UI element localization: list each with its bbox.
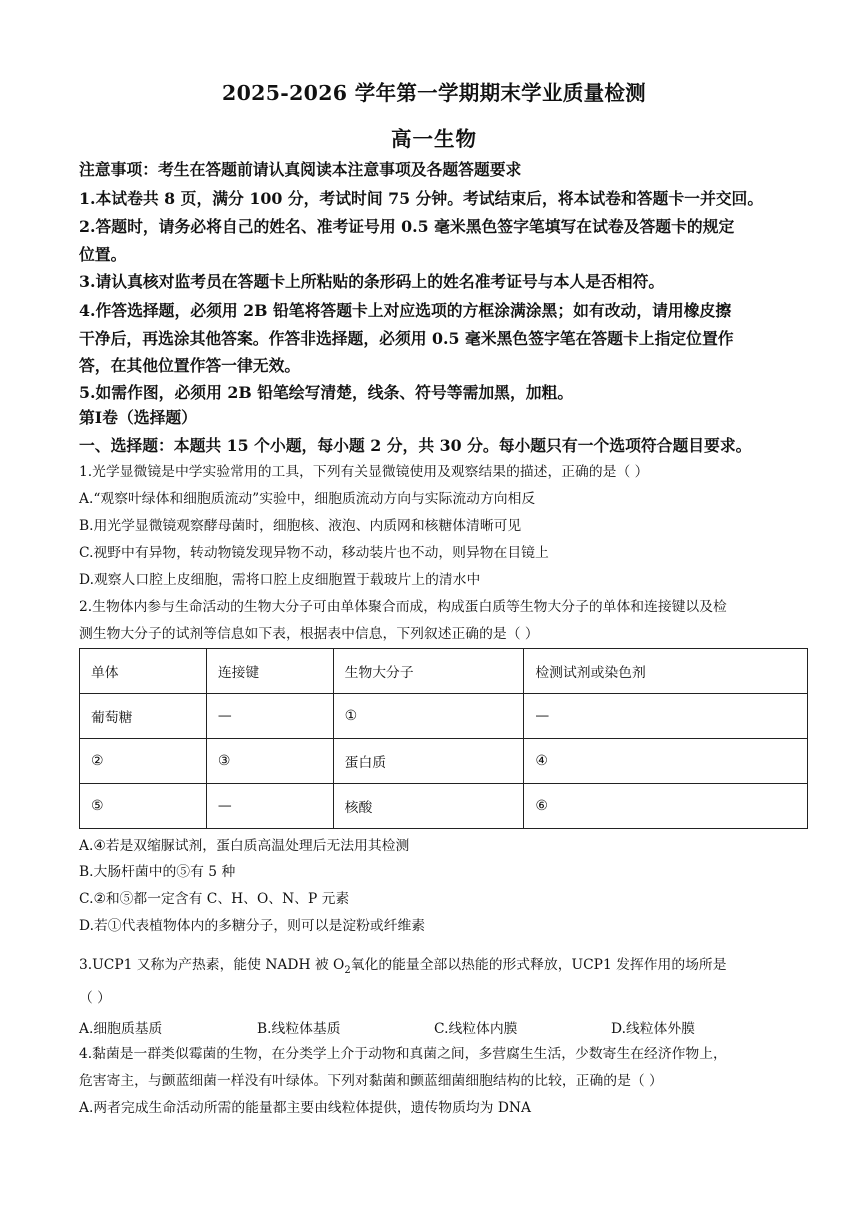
- q1-option-d: D.观察人口腔上皮细胞，需将口腔上皮细胞置于载玻片上的清水中: [79, 572, 481, 588]
- q2-option-b: B.大肠杆菌中的⑤有 5 种: [79, 864, 236, 880]
- table-cell: ③: [206, 739, 333, 784]
- q3-stem: [79, 955, 727, 981]
- notice-item-3: 3.请认真核对监考员在答题卡上所粘贴的条形码上的姓名准考证号与本人是否相符。: [79, 272, 665, 291]
- q2-option-c: C.②和⑤都一定含有 C、H、O、N、P 元素: [79, 891, 350, 907]
- q4-stem-2: 危害寄主，与颤蓝细菌一样没有叶绿体。下列对黏菌和颤蓝细菌细胞结构的比较，正确的是（ ）: [79, 1073, 663, 1089]
- table-row: [80, 784, 808, 829]
- table-header-cell: 连接键: [206, 649, 333, 694]
- q1-option-a: A.“观察叶绿体和细胞质流动”实验中，细胞质流动方向与实际流动方向相反: [79, 491, 536, 507]
- table-cell: 葡萄糖: [80, 694, 207, 739]
- q3-option-d: D.线粒体外膜: [611, 1021, 695, 1037]
- notice-item-1: 1.本试卷共 8 页，满分 100 分，考试时间 75 分钟。考试结束后，将本试卷和答题卡一并交回。: [79, 189, 764, 208]
- section-heading: 一、选择题：本题共 15 个小题，每小题 2 分，共 30 分。每小题只有一个选项符合题目要求。: [79, 436, 752, 455]
- q1-option-b: B.用光学显微镜观察酵母菌时，细胞核、液泡、内质网和核糖体清晰可见: [79, 518, 522, 534]
- q2-table: [79, 648, 808, 829]
- table-header-row: [80, 649, 808, 694]
- table-row: [80, 739, 808, 784]
- notice-item-5: 5.如需作图，必须用 2B 铅笔绘写清楚，线条、符号等需加黑，加粗。: [79, 383, 574, 402]
- table-cell: ②: [80, 739, 207, 784]
- table-header-cell: 单体: [80, 649, 207, 694]
- q1-stem: 1.光学显微镜是中学实验常用的工具，下列有关显微镜使用及观察结果的描述，正确的是（ ）: [79, 464, 649, 480]
- notice-item-4: 4.作答选择题，必须用 2B 铅笔将答题卡上对应选项的方框涂满涂黑；如有改动，请用橡皮擦: [79, 301, 732, 320]
- table-cell: —: [524, 694, 808, 739]
- q3-stem-end: 氧化的能量全部以热能的形式释放，UCP1 发挥作用的场所是: [350, 957, 727, 973]
- q3-option-b: B.线粒体基质: [257, 1021, 341, 1037]
- table-header-cell: 检测试剂或染色剂: [524, 649, 808, 694]
- q3-option-a: A.细胞质基质: [79, 1021, 163, 1037]
- q1-option-c: C.视野中有异物，转动物镜发现异物不动，移动装片也不动，则异物在目镜上: [79, 545, 549, 561]
- table-header-cell: 生物大分子: [333, 649, 524, 694]
- table-cell: ⑤: [80, 784, 207, 829]
- q2-stem-2: 测生物大分子的试剂等信息如下表，根据表中信息，下列叙述正确的是（ ）: [79, 626, 539, 642]
- q3-option-c: C.线粒体内膜: [434, 1021, 518, 1037]
- exam-subject: 高一生物: [391, 127, 477, 151]
- notice-item-2-cont: 位置。: [79, 245, 127, 264]
- q3-stem-subscript: 2: [344, 964, 351, 976]
- notice-item-4-cont2: 答，在其他位置作答一律无效。: [79, 356, 301, 375]
- table-cell: 核酸: [333, 784, 524, 829]
- table-cell: —: [206, 694, 333, 739]
- q3-options: [79, 1017, 808, 1037]
- notice-heading: 注意事项：考生在答题前请认真阅读本注意事项及各题答题要求: [79, 160, 522, 179]
- q2-option-a: A.④若是双缩脲试剂，蛋白质高温处理后无法用其检测: [79, 838, 410, 854]
- table-cell: ⑥: [524, 784, 808, 829]
- q4-stem-1: 4.黏菌是一群类似霉菌的生物，在分类学上介于动物和真菌之间，多营腐生生活，少数寄生在经济作物上，: [79, 1046, 727, 1062]
- q3-stem-start: 3.UCP1 又称为产热素，能使 NADH 被 O: [79, 957, 345, 973]
- q4-option-a: A.两者完成生命活动所需的能量都主要由线粒体提供，遗传物质均为 DNA: [79, 1100, 531, 1116]
- q2-option-d: D.若①代表植物体内的多糖分子，则可以是淀粉或纤维素: [79, 918, 426, 934]
- table-row: [80, 694, 808, 739]
- q2-stem-1: 2.生物体内参与生命活动的生物大分子可由单体聚合而成，构成蛋白质等生物大分子的单体和连接键以及检: [79, 599, 727, 615]
- notice-item-2: 2.答题时，请务必将自己的姓名、准考证号用 0.5 毫米黑色签字笔填写在试卷及答题卡的规定: [79, 217, 735, 236]
- part-label: 第Ⅰ卷（选择题）: [79, 408, 197, 427]
- exam-title: 2025-2026 学年第一学期期末学业质量检测: [222, 81, 646, 105]
- table-cell: —: [206, 784, 333, 829]
- q3-answer-paren: （ ）: [79, 990, 111, 1006]
- notice-item-4-cont1: 干净后，再选涂其他答案。作答非选择题，必须用 0.5 毫米黑色签字笔在答题卡上指定位置作: [79, 329, 734, 348]
- table-cell: ④: [524, 739, 808, 784]
- table-cell: ①: [333, 694, 524, 739]
- table-cell: 蛋白质: [333, 739, 524, 784]
